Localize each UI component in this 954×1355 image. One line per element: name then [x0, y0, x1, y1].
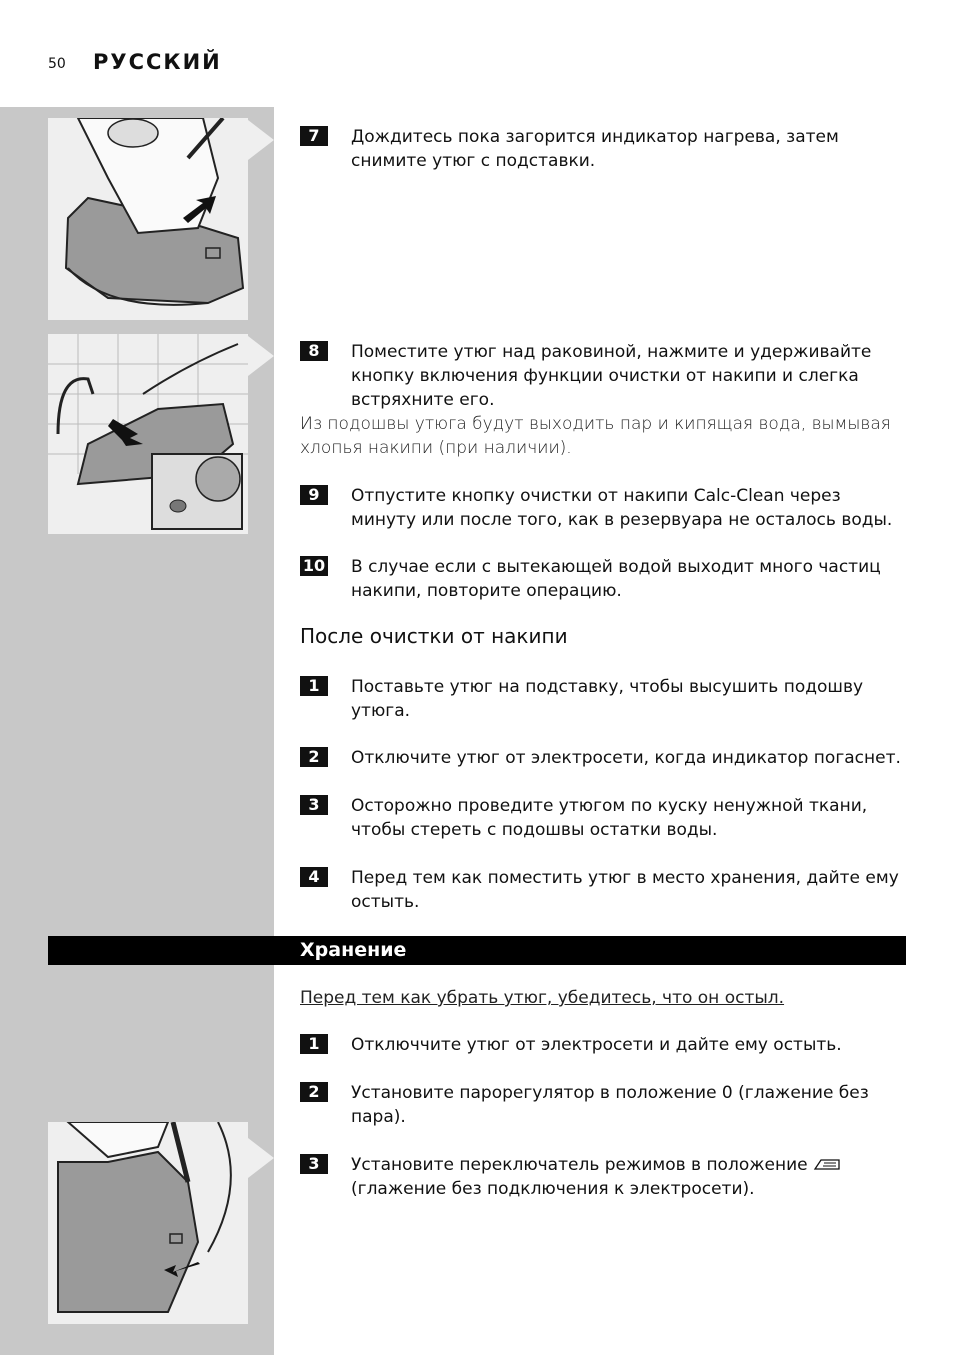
step-number: 4 — [300, 867, 328, 887]
step-text-after: (глажение без подключения к электросети). — [351, 1179, 755, 1199]
step-number: 2 — [300, 747, 328, 767]
step-number: 7 — [300, 126, 328, 146]
step-number: 9 — [300, 485, 328, 505]
step-text: Отключчите утюг от электросети и дайте ему остыть. — [351, 1035, 842, 1055]
step-text: Перед тем как поместить утюг в место хранения, дайте ему остыть. — [351, 868, 899, 912]
illustration-lift-iron — [48, 118, 248, 320]
iron-storage-drawing — [48, 1122, 248, 1324]
step-9 — [300, 484, 910, 532]
step-text: Установите парорегулятор в положение 0 (глажение без пара). — [351, 1083, 869, 1127]
cordless-mode-icon — [813, 1154, 841, 1168]
step-text: Поместите утюг над раковиной, нажмите и удерживайте кнопку включения функции очистки от накипи и слегка встряхните его. — [351, 342, 872, 410]
step-number: 1 — [300, 1034, 328, 1054]
after-step-4 — [300, 866, 910, 914]
step-text: В случае если с вытекающей водой выходит много частиц накипи, повторите операцию. — [351, 557, 881, 601]
storage-step-3 — [300, 1153, 910, 1201]
step-10 — [300, 555, 910, 603]
iron-lift-drawing — [48, 118, 248, 320]
step-text: Поставьте утюг на подставку, чтобы высушить подошву утюга. — [351, 677, 864, 721]
subheading-after-descale: После очистки от накипи — [300, 624, 568, 648]
language-heading: РУССКИЙ — [93, 50, 222, 74]
step-number: 1 — [300, 676, 328, 696]
step-text: Отключите утюг от электросети, когда индикатор погаснет. — [351, 748, 901, 768]
step-text-before: Установите переключатель режимов в положение — [351, 1155, 808, 1175]
step-number: 3 — [300, 795, 328, 815]
callout-pointer — [248, 1138, 274, 1178]
callout-pointer — [248, 336, 274, 376]
storage-note: Перед тем как убрать утюг, убедитесь, что он остыл. — [300, 988, 785, 1008]
step-number: 10 — [300, 556, 328, 576]
after-step-3 — [300, 794, 910, 842]
step-text: Дождитесь пока загорится индикатор нагрева, затем снимите утюг с подставки. — [351, 127, 839, 171]
step-text: Отпустите кнопку очистки от накипи Calc-Clean через минуту или после того, как в резервуара не осталось воды. — [351, 486, 893, 530]
step-text — [351, 1153, 910, 1201]
illustration-storage — [48, 1122, 248, 1324]
step-7 — [300, 125, 910, 173]
iron-sink-drawing — [48, 334, 248, 534]
storage-step-1 — [300, 1033, 910, 1057]
page-number: 50 — [48, 56, 66, 72]
step-number: 2 — [300, 1082, 328, 1102]
step-8-description: Из подошвы утюга будут выходить пар и кипящая вода, вымывая хлопья накипи (при наличии). — [300, 414, 891, 458]
step-8 — [300, 340, 910, 412]
storage-step-2 — [300, 1081, 910, 1129]
after-step-2 — [300, 746, 910, 770]
illustration-iron-over-sink — [48, 334, 248, 534]
section-header-storage — [48, 936, 906, 965]
after-step-1 — [300, 675, 910, 723]
step-number: 8 — [300, 341, 328, 361]
section-title: Хранение — [300, 939, 407, 961]
step-number: 3 — [300, 1154, 328, 1174]
callout-pointer — [248, 120, 274, 160]
step-text: Осторожно проведите утюгом по куску ненужной ткани, чтобы стереть с подошвы остатки воды. — [351, 796, 868, 840]
